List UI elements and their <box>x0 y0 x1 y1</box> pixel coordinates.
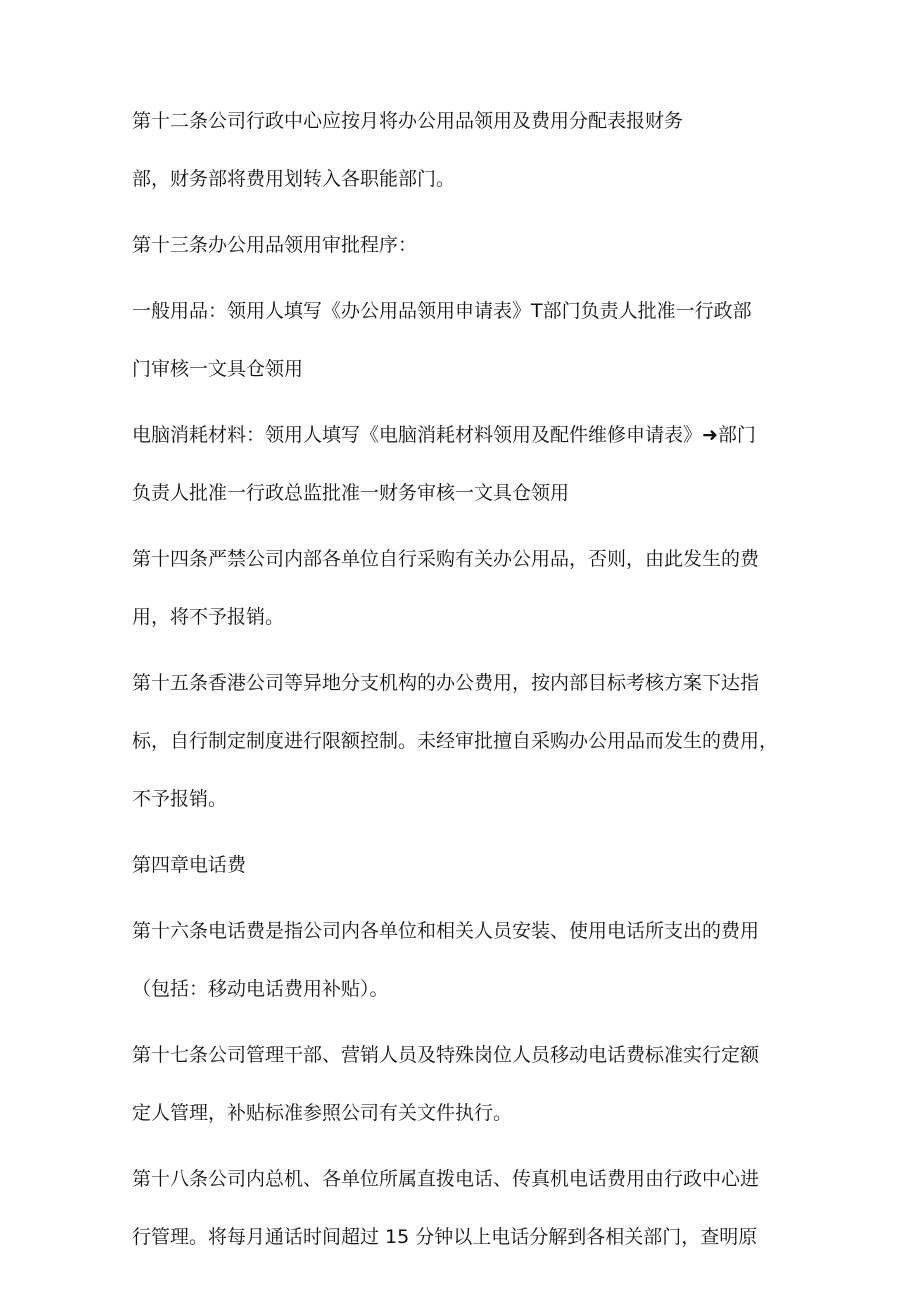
text-line: 第十八条公司内总机、各单位所属直拨电话、传真机电话费用由行政中心进 <box>132 1168 760 1190</box>
article-13-paragraph <box>132 216 794 274</box>
general-supplies-paragraph <box>132 282 794 398</box>
text-line: 部，财务部将费用划转入各职能部门。 <box>132 168 456 190</box>
text-line: 第十五条香港公司等异地分支机构的办公费用，按内部目标考核方案下达指 <box>132 672 760 694</box>
text-line: 标，自行制定制度进行限额控制。未经审批擅自采购办公用品而发生的费用， <box>132 730 779 752</box>
article-12-paragraph <box>132 92 794 208</box>
article-15-paragraph <box>132 654 794 828</box>
article-17-paragraph <box>132 1026 794 1142</box>
computer-consumables-paragraph <box>132 406 794 522</box>
text-line: 定人管理，补贴标准参照公司有关文件执行。 <box>132 1102 513 1124</box>
text-line: 电脑消耗材料：领用人填写《电脑消耗材料领用及配件维修申请表》➜部门 <box>132 424 756 446</box>
text-line: 第十二条公司行政中心应按月将办公用品领用及费用分配表报财务 <box>132 110 684 132</box>
text-line: 负责人批准一行政总监批准一财务审核一文具仓领用 <box>132 482 570 504</box>
text-line: 第四章电话费 <box>132 854 247 876</box>
article-18-paragraph <box>132 1150 794 1266</box>
text-line: 用，将不予报销。 <box>132 606 285 628</box>
text-line: 第十四条严禁公司内部各单位自行采购有关办公用品，否则，由此发生的费 <box>132 548 760 570</box>
article-16-paragraph <box>132 902 794 1018</box>
text-line: 门审核一文具仓领用 <box>132 358 304 380</box>
text-line: （包括：移动电话费用补贴）。 <box>132 978 389 1000</box>
text-line: 第十三条办公用品领用审批程序： <box>132 234 418 256</box>
text-line: 第十七条公司管理干部、营销人员及特殊岗位人员移动电话费标准实行定额 <box>132 1044 760 1066</box>
text-line: 不予报销。 <box>132 788 228 810</box>
article-14-paragraph <box>132 530 794 646</box>
text-line: 行管理。将每月通话时间超过 15 分钟以上电话分解到各相关部门，查明原 <box>132 1226 758 1248</box>
text-line: 一般用品：领用人填写《办公用品领用申请表》T部门负责人批准一行政部 <box>132 300 752 322</box>
text-line: 第十六条电话费是指公司内各单位和相关人员安装、使用电话所支出的费用 <box>132 920 760 942</box>
chapter-4-heading <box>132 836 794 894</box>
